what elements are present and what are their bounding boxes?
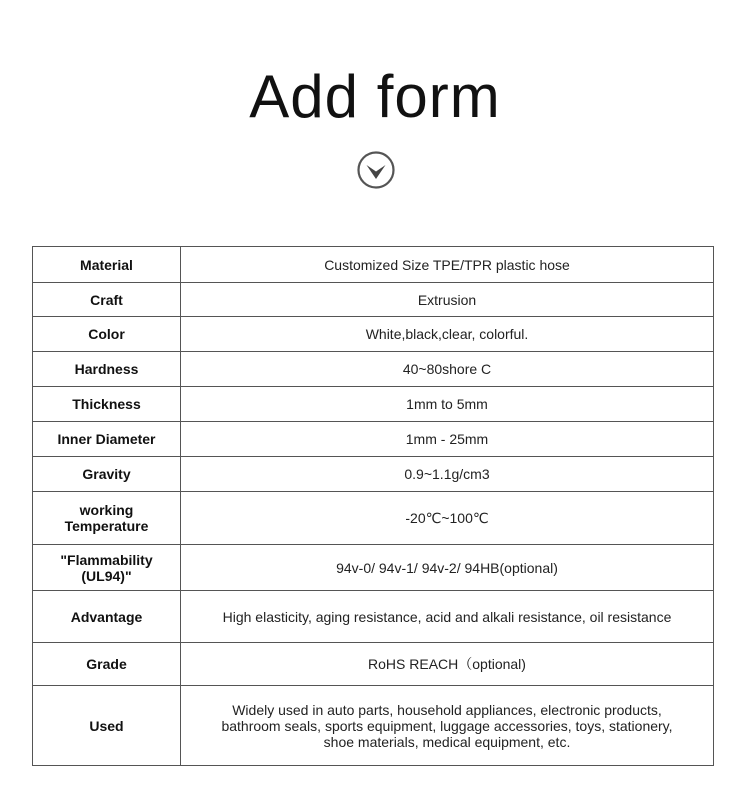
spec-label: Craft: [33, 283, 181, 317]
spec-row: [33, 492, 714, 545]
spec-row: [33, 591, 714, 643]
spec-label: Gravity: [33, 457, 181, 492]
spec-row: [33, 387, 714, 422]
spec-row: [33, 457, 714, 492]
spec-label: Color: [33, 317, 181, 352]
spec-row: [33, 686, 714, 766]
spec-row: [33, 352, 714, 387]
spec-row: [33, 283, 714, 317]
spec-row: [33, 545, 714, 591]
spec-label: Thickness: [33, 387, 181, 422]
spec-label: working Temperature: [33, 492, 181, 545]
spec-row: [33, 247, 714, 283]
spec-value: Customized Size TPE/TPR plastic hose: [181, 247, 714, 283]
spec-value: High elasticity, aging resistance, acid and alkali resistance, oil resistance: [181, 591, 714, 643]
spec-value: White,black,clear, colorful.: [181, 317, 714, 352]
chevron-down-circle-icon: [357, 151, 395, 189]
spec-value: RoHS REACH（optional): [181, 643, 714, 686]
page-title: Add form: [249, 63, 501, 130]
spec-label: Grade: [33, 643, 181, 686]
spec-value: -20℃~100℃: [181, 492, 714, 545]
spec-row: [33, 317, 714, 352]
spec-label: Used: [33, 686, 181, 766]
spec-label: Advantage: [33, 591, 181, 643]
spec-value: 0.9~1.1g/cm3: [181, 457, 714, 492]
spec-value: Widely used in auto parts, household appliances, electronic products, bathroom seals, sports equipment, luggage accessories, toys, stationery, shoe materials, medical equipment, etc.: [181, 686, 714, 766]
spec-label: Material: [33, 247, 181, 283]
spec-value: Extrusion: [181, 283, 714, 317]
spec-table: [32, 246, 714, 766]
spec-value: 94v-0/ 94v-1/ 94v-2/ 94HB(optional): [181, 545, 714, 591]
spec-label: Inner Diameter: [33, 422, 181, 457]
spec-label: "Flammability (UL94)": [33, 545, 181, 591]
spec-row: [33, 643, 714, 686]
spec-value: 40~80shore C: [181, 352, 714, 387]
spec-row: [33, 422, 714, 457]
spec-value: 1mm - 25mm: [181, 422, 714, 457]
spec-value: 1mm to 5mm: [181, 387, 714, 422]
spec-label: Hardness: [33, 352, 181, 387]
